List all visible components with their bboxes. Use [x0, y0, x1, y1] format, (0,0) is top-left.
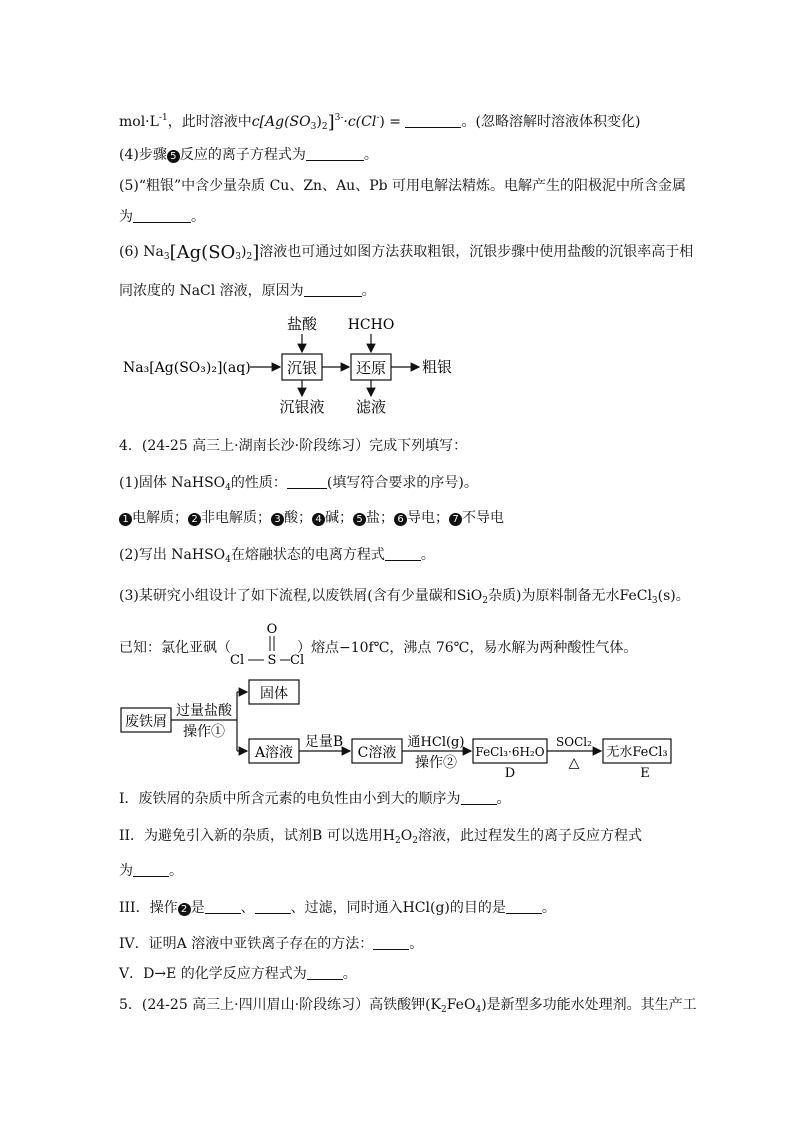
sub: 2 [482, 596, 489, 606]
text: 。(忽略溶解时溶液体积变化) [461, 114, 641, 130]
sub: 2 [246, 252, 253, 262]
sup: 3- [334, 113, 344, 123]
text: 5．(24-25 高三上·四川眉山·阶段练习）高铁酸钾(K [119, 997, 441, 1013]
answer-blank[interactable] [373, 935, 409, 950]
excess-hcl-label: 过量盐酸 [176, 703, 232, 719]
product-label: 粗银 [422, 358, 453, 376]
text: O [400, 828, 413, 844]
box-reduce-label: 还原 [355, 359, 387, 377]
text: 。 [191, 209, 205, 225]
text: 盐； [366, 510, 394, 526]
reactant-label: Na₃[Ag(SO₃)₂](aq) [123, 360, 251, 376]
iron-flow-diagram [115, 675, 680, 785]
answer-blank[interactable] [304, 282, 362, 297]
text: ] [252, 242, 260, 263]
sulfur-atom: S [267, 653, 277, 668]
text: 碱； [325, 510, 353, 526]
anhydrous-label: 无水FeCl₃ [606, 745, 668, 760]
text: FeO [446, 997, 476, 1013]
scrap-iron-label: 废铁屑 [125, 714, 167, 730]
unit-text: mol·L [119, 114, 159, 130]
line-q6-answer [119, 281, 376, 301]
text: 。 [420, 547, 435, 563]
solution-a-label: A溶液 [254, 745, 294, 761]
text: )是新型多功能水处理剂。其生产工 [481, 997, 697, 1013]
answer-blank[interactable] [287, 474, 327, 489]
line-conc [119, 108, 640, 137]
circled-number: 2 [188, 513, 201, 526]
circled-number: 3 [271, 513, 284, 526]
q4-title [119, 436, 467, 456]
text: ] [327, 112, 335, 133]
text: ) = [379, 114, 402, 130]
text: V．D→E 的化学反应方程式为 [119, 966, 307, 982]
known-line [119, 638, 637, 658]
text: 、 [240, 900, 255, 916]
text: ）熔点−10f℃，沸点 76℃，易水解为两种酸性气体。 [297, 640, 638, 656]
circled-number: 4 [312, 513, 325, 526]
circled-number: 7 [449, 513, 462, 526]
circled-number: 1 [119, 513, 132, 526]
oxygen-atom: O [266, 622, 278, 637]
input-hcl-label: 盐酸 [286, 315, 318, 333]
text: ) [316, 114, 322, 130]
reagent-b-label: 足量B [304, 734, 344, 750]
output-liquid-label: 沉银液 [279, 398, 325, 416]
circled-number: 2 [178, 903, 191, 916]
output-filtrate-label: 滤液 [355, 398, 387, 416]
text: 同浓度的 NaCl 溶液，原因为 [119, 283, 304, 299]
text: 导电； [407, 510, 449, 526]
text: 在熔融状态的电离方程式 [230, 547, 385, 563]
circled-number: 6 [394, 513, 407, 526]
sub: 3 [310, 122, 317, 132]
text: [Ag(SO [169, 242, 236, 263]
sub: 3 [235, 252, 242, 262]
line-q5-answer [119, 207, 205, 227]
sub: 2 [395, 836, 401, 846]
text: 溶液也可通过如图方法获取粗银，沉银步骤中使用盐酸的沉银率高于相 [259, 244, 694, 260]
text: 溶液，此过程发生的离子反应方程式 [417, 828, 642, 844]
line-q4 [119, 145, 378, 165]
text: 非电解质； [201, 510, 271, 526]
hcl-gas-label: 通HCl(g) [407, 735, 465, 750]
sub: 3 [651, 596, 658, 606]
heat-icon: △ [568, 755, 580, 771]
sup: -1 [158, 113, 168, 123]
text: (4)步骤 [119, 147, 167, 163]
text: (6) Na [119, 244, 164, 260]
chlorine-atom: Cl [230, 653, 245, 668]
answer-blank[interactable] [506, 899, 542, 914]
operation1-label: 操作① [183, 724, 225, 740]
q-i [119, 789, 511, 809]
text: 。 [541, 900, 556, 916]
text: 4．(24-25 高三上·湖南长沙·阶段练习）完成下列填写： [119, 438, 468, 454]
socl2-structure [228, 620, 305, 668]
sub: 4 [475, 1005, 482, 1015]
text: III．操作 [119, 900, 178, 916]
answer-blank[interactable] [461, 790, 497, 805]
q4-part3 [119, 586, 690, 611]
answer-blank[interactable] [255, 899, 291, 914]
text: ，此时溶液中 [167, 114, 252, 130]
q5-title [119, 995, 697, 1020]
text: 。 [361, 283, 376, 299]
circled-number: 5 [167, 150, 180, 163]
text: (填写符合要求的序号)。 [326, 475, 478, 491]
solid-label: 固体 [260, 686, 288, 702]
text: 已知：氯化亚砜（ [119, 640, 231, 656]
text: 。 [363, 147, 378, 163]
text: (3)某研究小组设计了如下流程,以废铁屑(含有少量碳和SiO [119, 588, 483, 604]
answer-blank[interactable] [405, 113, 461, 128]
text: (s)。 [657, 588, 690, 604]
q4-options [119, 508, 504, 528]
sup: - [376, 113, 380, 123]
text: IV．证明A 溶液中亚铁离子存在的方法： [119, 936, 374, 952]
q-ii-answer [119, 861, 183, 881]
circled-number: 5 [353, 513, 366, 526]
text: 不导电 [462, 510, 504, 526]
text: II．为避免引入新的杂质，试剂B 可以选用H [119, 828, 396, 844]
silver-flow-diagram [115, 312, 475, 422]
line-q5 [119, 176, 686, 196]
text: 为 [119, 863, 133, 879]
answer-blank[interactable] [306, 146, 364, 161]
text: I．废铁屑的杂质中所含元素的电负性由小到大的顺序为 [119, 791, 461, 807]
socl2-label: SOCl₂ [556, 735, 592, 749]
text: 为 [119, 209, 133, 225]
text: 电解质； [132, 510, 188, 526]
text: (2)写出 NaHSO [119, 547, 226, 563]
text: (1)固体 NaHSO [119, 475, 226, 491]
q4-part1 [119, 473, 478, 498]
answer-blank[interactable] [205, 899, 241, 914]
text: ) [241, 244, 247, 260]
sub: 4 [225, 483, 231, 493]
text: 酸； [284, 510, 312, 526]
answer-blank[interactable] [133, 862, 169, 877]
text: 。 [169, 863, 183, 879]
text: 杂质)为原料制备无水FeCl [488, 588, 652, 604]
answer-blank[interactable] [307, 965, 343, 980]
box-precipitate-label: 沉银 [286, 359, 318, 377]
input-hcho-label: HCHO [347, 317, 395, 333]
formula: c[Ag(SO [251, 114, 311, 130]
sub: 2 [441, 1005, 447, 1015]
sub: 4 [225, 555, 231, 565]
q-iv [119, 934, 423, 954]
text: 是 [190, 900, 205, 916]
text: 的性质： [230, 475, 287, 491]
chlorine-atom: Cl [290, 653, 305, 668]
operation2-label: 操作② [415, 755, 457, 771]
text: 。 [496, 791, 511, 807]
sub: 2 [412, 836, 418, 846]
q4-part2 [119, 545, 435, 570]
formula: ·c(Cl [343, 114, 377, 130]
sub: 3 [163, 252, 170, 262]
q-iii [119, 898, 556, 918]
answer-blank[interactable] [385, 546, 421, 561]
text: 。 [342, 966, 357, 982]
d-label: D [504, 766, 516, 781]
text: 。 [409, 936, 424, 952]
answer-blank[interactable] [133, 208, 191, 223]
hydrate-label: FeCl₃·6H₂O [475, 745, 545, 759]
solution-c-label: C溶液 [357, 745, 397, 761]
e-label: E [640, 766, 650, 781]
text: 、过滤，同时通入HCl(g)的目的是 [290, 900, 506, 916]
q-ii [119, 826, 642, 851]
text: 反应的离子方程式为 [179, 147, 306, 163]
text: (5)“粗银”中含少量杂质 Cu、Zn、Au、Pb 可用电解法精炼。电解产生的阳极泥中所含金属 [119, 178, 687, 194]
line-q6 [119, 242, 693, 267]
q-v [119, 964, 357, 984]
sub: 2 [321, 122, 328, 132]
